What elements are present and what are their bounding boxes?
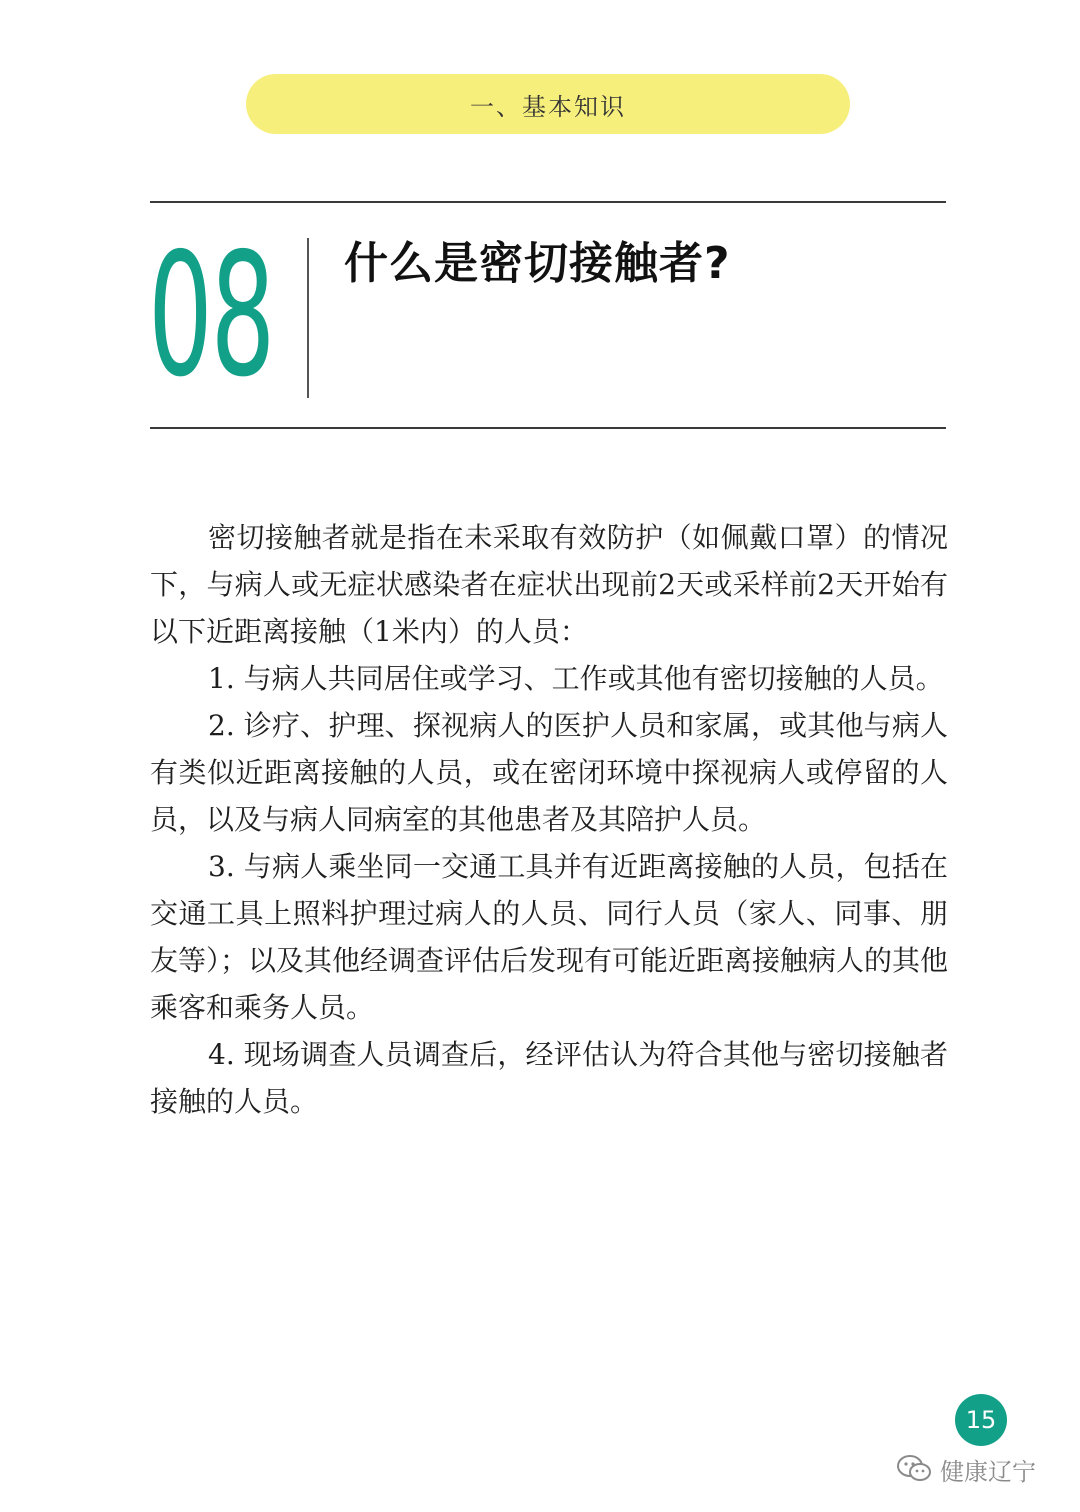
question-number: 08 <box>148 217 273 415</box>
vertical-divider <box>307 238 309 398</box>
section-label: 一、基本知识 <box>246 74 850 134</box>
intro-paragraph: 密切接触者就是指在未采取有效防护（如佩戴口罩）的情况下，与病人或无症状感染者在症状出现前2天或采样前2天开始有以下近距离接触（1米内）的人员： <box>150 521 948 648</box>
list-item: 2. 诊疗、护理、探视病人的医护人员和家属，或其他与病人有类似近距离接触的人员，或在密闭环境中探视病人或停留的人员，以及与病人同病室的其他患者及其陪护人员。 <box>150 709 948 836</box>
page-number: 15 <box>955 1394 1007 1446</box>
bottom-divider <box>150 427 946 429</box>
watermark <box>896 1449 1036 1489</box>
question-title: 什么是密切接触者? <box>344 238 731 289</box>
list-item: 1. 与病人共同居住或学习、工作或其他有密切接触的人员。 <box>208 662 944 695</box>
list-item: 3. 与病人乘坐同一交通工具并有近距离接触的人员，包括在交通工具上照料护理过病人的人员、同行人员（家人、同事、朋友等）；以及其他经调查评估后发现有可能近距离接触病人的其他乘客和乘务人员。 <box>150 850 949 1024</box>
watermark-text: 健康辽宁 <box>940 1457 1036 1486</box>
list-item: 4. 现场调查人员调查后，经评估认为符合其他与密切接触者接触的人员。 <box>150 1038 948 1118</box>
top-divider <box>150 201 946 203</box>
body-text <box>150 514 948 1125</box>
wechat-icon <box>896 1454 932 1484</box>
